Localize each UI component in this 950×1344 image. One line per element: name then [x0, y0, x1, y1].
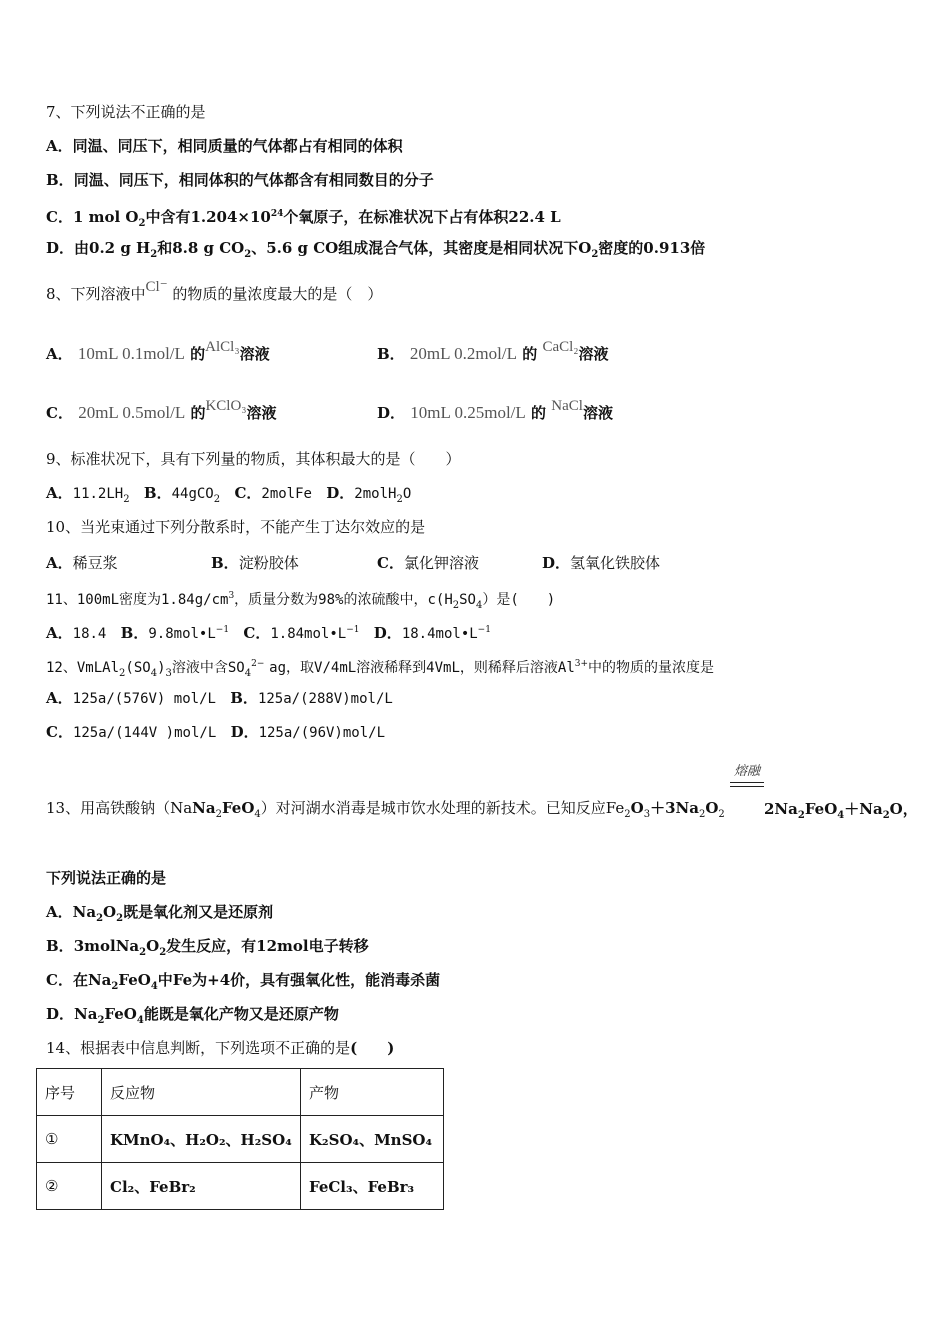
table-row	[37, 1116, 444, 1163]
table-cell-no: ①	[37, 1116, 102, 1163]
q10-option-b: B．淀粉胶体	[211, 554, 299, 572]
q10-option-a: A．稀豆浆	[46, 554, 118, 572]
table-row	[37, 1163, 444, 1210]
q7-option-a: A．同温、同压下，相同质量的气体都占有相同的体积	[46, 137, 403, 155]
table-cell-reactants: KMnO₄、H₂O₂、H₂SO₄	[102, 1116, 301, 1163]
table-header-cell: 产物	[301, 1069, 444, 1116]
q12-options-ab: A．125a/(576V) mol/L B．125a/(288V)mol/L	[46, 689, 393, 707]
table-header-cell: 反应物	[102, 1069, 301, 1116]
table-header-cell: 序号	[37, 1069, 102, 1116]
q13-option-b: B．$3molNa_2O_2$发生反应，有12mol电子转移	[46, 937, 369, 958]
q12-stem: 12、$VmLAl_2(SO_4)_3$溶液中含$SO_4^{2-}$ ag，取V/4mL溶液稀释到4VmL，则稀释后溶液$Al^{3+}$中的物质的量浓度是	[46, 659, 715, 679]
q7-option-d: D．由0.2 g $H_2$和8.8 g $CO_2$、5.6 g CO组成混合气体，其密度是相同状况下$O_2$密度的0.913倍	[46, 239, 706, 260]
table-cell-products: FeCl₃、FeBr₃	[301, 1163, 444, 1210]
q11-stem: 11、100mL密度为$1.84g/cm^3$，质量分数为98%的浓硫酸中，$c(H_2SO_4)$是( )	[46, 591, 556, 611]
q12-options-cd: C．125a/(144V )mol/L D．125a/(96V)mol/L	[46, 723, 386, 741]
q8-option-a: A． 10mL 0.1mol/L 的AlCl₃溶液	[46, 339, 270, 363]
q14-stem: 14、根据表中信息判断，下列选项不正确的是( )	[46, 1039, 395, 1057]
q10-option-c: C．氯化钾溶液	[377, 554, 479, 572]
q8-option-b: B． 20mL 0.2mol/L 的 CaCl₂溶液	[377, 339, 609, 363]
q8-option-c: C． 20mL 0.5mol/L 的KClO₃溶液	[46, 398, 277, 422]
table-cell-products: K₂SO₄、MnSO₄	[301, 1116, 444, 1163]
table-header-row	[37, 1069, 444, 1116]
q13-stem-2: 下列说法正确的是	[46, 869, 167, 887]
q13-option-c: C．在$Na_2FeO_4$中Fe为+4价，具有强氧化性，能消毒杀菌	[46, 971, 441, 992]
table-cell-reactants: Cl₂、FeBr₂	[102, 1163, 301, 1210]
q10-option-d: D．氢氧化铁胶体	[542, 554, 661, 572]
q13-equation-products: $2Na_2FeO_4+Na_2O$，	[764, 800, 918, 821]
q11-options: A．18.4 B．$9.8mol•L^{-1}$ C．$1.84mol•L^{-1}$ D．$18.4mol•L^{-1}$	[46, 624, 491, 642]
q8-stem: 8、下列溶液中Cl⁻ 的物质的量浓度最大的是（ ）	[46, 279, 383, 303]
reaction-condition-arrow	[730, 764, 764, 787]
q10-stem: 10、当光束通过下列分散系时，不能产生丁达尔效应的是	[46, 518, 426, 536]
q7-stem: 7、下列说法不正确的是	[46, 103, 206, 121]
q9-stem: 9、标准状况下，具有下列量的物质，其体积最大的是（ ）	[46, 450, 461, 468]
q8-option-d: D． 10mL 0.25mol/L 的 NaCl溶液	[377, 398, 613, 422]
q9-options: A．$11.2LH_2$ B．44gCO$_2$ C．2molFe D．2molH$_2$O	[46, 484, 412, 505]
q13-option-d: D．$Na_2FeO_4$能既是氧化产物又是还原产物	[46, 1005, 339, 1026]
q7-option-c: C．1 mol $O_2$中含有$1.204\times 10^{24}$个氧原子，在标准状况下占有体积22.4 L	[46, 208, 561, 229]
q7-option-b: B．同温、同压下，相同体积的气体都含有相同数目的分子	[46, 171, 434, 189]
q13-option-a: A．$Na_2O_2$既是氧化剂又是还原剂	[46, 903, 274, 924]
q14-table	[36, 1068, 444, 1210]
q13-stem: 13、用高铁酸钠（NaNa$_2$FeO$_4$）对河湖水消毒是城市饮水处理的新技术。已知反应$Fe_2O_3+3Na_2O_2$	[46, 799, 725, 820]
table-cell-no: ②	[37, 1163, 102, 1210]
reaction-condition-label: 熔融	[733, 764, 760, 779]
